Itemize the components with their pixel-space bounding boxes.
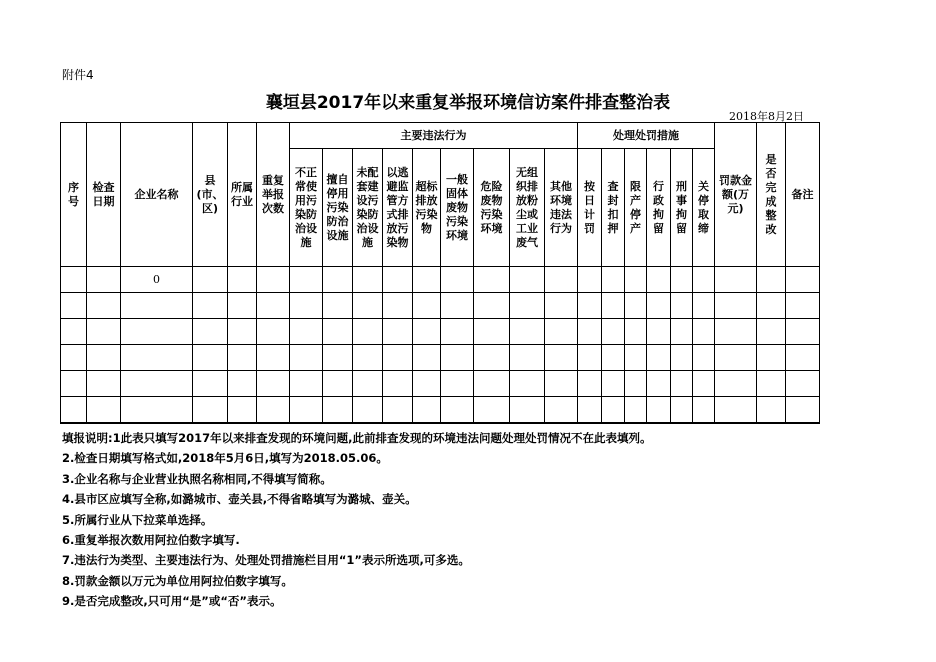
table-row bbox=[61, 267, 820, 293]
table-row bbox=[61, 319, 820, 345]
header-measure: 限产停产 bbox=[625, 149, 647, 267]
header-violation: 擅自停用污染防治设施 bbox=[323, 149, 353, 267]
company-cell[interactable] bbox=[121, 293, 193, 319]
header-measure: 关停取缔 bbox=[693, 149, 715, 267]
table-row bbox=[61, 293, 820, 319]
company-cell[interactable] bbox=[121, 319, 193, 345]
instruction-line: 5.所属行业从下拉菜单选择。 bbox=[62, 512, 213, 527]
header-check-date: 检查日期 bbox=[87, 123, 121, 267]
company-cell[interactable] bbox=[121, 371, 193, 397]
header-completed: 是否完成整改 bbox=[757, 123, 786, 267]
company-cell[interactable] bbox=[121, 345, 193, 371]
header-measure: 按日计罚 bbox=[578, 149, 602, 267]
instruction-line: 填报说明:1此表只填写2017年以来排查发现的环境问题,此前排查发现的环境违法问题处理处罚情况不在此表填列。 bbox=[62, 431, 652, 445]
instruction-line: 3.企业名称与企业营业执照名称相同,不得填写简称。 bbox=[62, 471, 332, 486]
table-row bbox=[61, 345, 820, 371]
header-seq: 序号 bbox=[61, 123, 87, 267]
table-row bbox=[61, 371, 820, 397]
header-violations-group: 主要违法行为 bbox=[290, 123, 578, 149]
instruction-line: 9.是否完成整改,只可用“是”或“否”表示。 bbox=[62, 594, 282, 609]
header-company-name: 企业名称 bbox=[121, 123, 193, 267]
instructions bbox=[62, 428, 651, 612]
instruction-line: 4.县市区应填写全称,如潞城市、壶关县,不得省略填写为潞城、壶关。 bbox=[62, 492, 417, 507]
header-violation: 危险废物污染环境 bbox=[474, 149, 510, 267]
instruction-line: 6.重复举报次数用阿拉伯数字填写. bbox=[62, 533, 240, 548]
header-measure: 查封扣押 bbox=[602, 149, 625, 267]
header-remarks: 备注 bbox=[786, 123, 820, 267]
header-fine: 罚款金额(万元) bbox=[715, 123, 757, 267]
header-violation: 以逃避监管方式排放污染物 bbox=[383, 149, 413, 267]
company-cell[interactable]: 0 bbox=[121, 267, 193, 293]
attachment-label: 附件4 bbox=[62, 68, 94, 82]
page-title: 襄垣县2017年以来重复举报环境信访案件排查整治表 bbox=[265, 93, 671, 113]
header-violation: 超标排放污染物 bbox=[413, 149, 441, 267]
header-violation: 不正常使用污染防治设施 bbox=[290, 149, 323, 267]
header-violation: 无组织排放粉尘或工业废气 bbox=[510, 149, 545, 267]
header-measures-group: 处理处罚措施 bbox=[578, 123, 715, 149]
header-county: 县(市、区) bbox=[193, 123, 228, 267]
header-measure: 行政拘留 bbox=[647, 149, 671, 267]
investigation-table bbox=[60, 122, 820, 424]
instruction-line: 8.罚款金额以万元为单位用阿拉伯数字填写。 bbox=[62, 573, 293, 588]
header-violation: 一般固体废物污染环境 bbox=[441, 149, 474, 267]
instruction-line: 2.检查日期填写格式如,2018年5月6日,填写为2018.05.06。 bbox=[62, 451, 388, 466]
instruction-line: 7.违法行为类型、主要违法行为、处理处罚措施栏目用“1”表示所选项,可多选。 bbox=[62, 553, 470, 568]
company-cell[interactable] bbox=[121, 397, 193, 424]
header-measure: 刑事拘留 bbox=[671, 149, 693, 267]
header-violation: 未配套建设污染防治设施 bbox=[353, 149, 383, 267]
header-violation: 其他环境违法行为 bbox=[545, 149, 578, 267]
table-row bbox=[61, 397, 820, 424]
header-repeat-count: 重复举报次数 bbox=[257, 123, 290, 267]
report-date: 2018年8月2日 bbox=[729, 110, 804, 123]
header-industry: 所属行业 bbox=[228, 123, 257, 267]
